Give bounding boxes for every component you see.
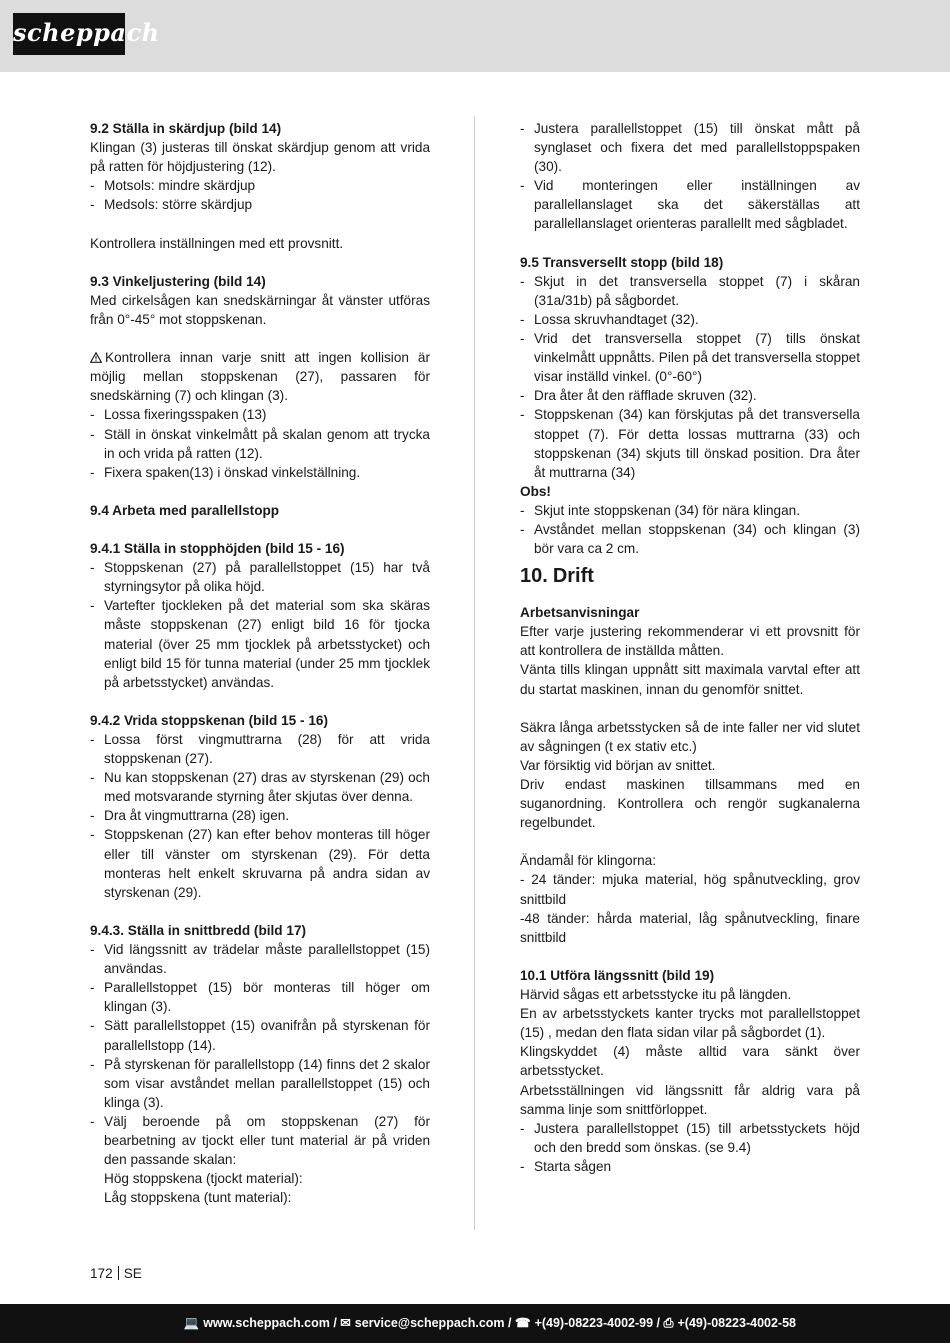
list-item: - Skjut in det transversella stoppet (7) i skåran (31a/31b) på sågbordet. [520, 273, 860, 308]
section-heading: 9.4.3. Ställa in snittbredd (bild 17) [90, 922, 307, 938]
mail-icon: ✉ [340, 1316, 351, 1330]
list-item: - Skjut inte stoppskenan (34) för nära klingan. [520, 502, 800, 518]
list-item: - Dra åt vingmuttrarna (28) igen. [90, 808, 290, 824]
warning-paragraph: Kontrollera innan varje snitt att ingen kollision är möjlig mellan stoppskenan (27), passaren för snedskärning (7) och klingan (3). [90, 350, 430, 404]
list-item: - Ställ in önskat vinkelmått på skalan genom att trycka in och vrida på ratten (12). [90, 426, 430, 461]
list-item: - Motsols: mindre skärdjup [90, 178, 256, 194]
section-heading: 9.2 Ställa in skärdjup (bild 14) [90, 121, 282, 136]
brand-logo: scheppach [13, 13, 125, 55]
list-item: - Välj beroende på om stoppskenan (27) för bearbetning av tjockt eller tunt material är på vriden den passande skalan: [90, 1113, 430, 1168]
list-item: - Fixera spaken(13) i önskad vinkelställning. [90, 464, 361, 480]
footer-phone: +(49)-08223-4002-99 / [534, 1316, 660, 1330]
list-item: - Parallellstoppet (15) bör monteras till höger om klingan (3). [90, 980, 430, 1015]
paragraph: -48 tänder: hårda material, låg spånutveckling, finare snittbild [520, 910, 860, 945]
list-item: - Dra åter åt den räfflade skruven (32). [520, 388, 757, 404]
left-column [90, 119, 430, 1207]
page-number: 172 SE [90, 1266, 142, 1281]
column-divider [474, 116, 475, 1230]
paragraph: Klingan (3) justeras till önskat skärdjup genom att vrida på ratten för höjdjustering (12). [90, 140, 430, 175]
list-item: - Nu kan stoppskenan (27) dras av styrskenan (29) och med motsvarande styrning åter skjutas över denna. [90, 770, 430, 805]
section-heading: 9.3 Vinkeljustering (bild 14) [90, 273, 266, 289]
list-item: - Stoppskenan (27) kan efter behov monteras till höger eller till vänster om styrskenan (29). För detta monteras helt enkelt skruvarna på andra sidan av styrskenan (29). [90, 827, 430, 900]
note-heading: Obs! [520, 483, 551, 499]
page-footer [0, 1304, 950, 1343]
list-item: - Stoppskenan (27) på parallellstoppet (15) har två styrningsytor på olika höjd. [90, 560, 430, 595]
list-item: - Vid längssnitt av trädelar måste parallellstoppet (15) användas. [90, 942, 430, 977]
chapter-heading: 10. Drift [520, 565, 594, 588]
list-item: - Lossa skruvhandtaget (32). [520, 311, 699, 327]
section-heading: 9.4.2 Vrida stoppskenan (bild 15 - 16) [90, 712, 328, 728]
list-item: - Avståndet mellan stoppskenan (34) och klingan (3) bör vara ca 2 cm. [520, 521, 860, 557]
page-header [0, 0, 950, 72]
list-item: - Medsols: större skärdjup [90, 197, 253, 213]
paragraph: Härvid sågas ett arbetsstycke itu på längden. [520, 987, 792, 1003]
list-item: - Vartefter tjockleken på det material som ska skäras måste stoppskenan (27) enligt bild 16 för tjocka material (över 25 mm tjocklek på arbetsstycket) och enligt bild 15 för tunna material (under 25 mm tjocklek på arbetsstycket) användas. [90, 598, 430, 690]
paragraph: Med cirkelsågen kan snedskärningar åt vänster utföras från 0°-45° mot stoppskenan. [90, 292, 430, 327]
sub-item: Hög stoppskena (tjockt material): [104, 1171, 303, 1187]
list-item: - Starta sågen [520, 1158, 612, 1174]
paragraph: Klingskyddet (4) måste alltid vara sänkt över arbetsstycket. [520, 1044, 860, 1079]
warning-icon [90, 352, 101, 362]
paragraph: Var försiktig vid början av snittet. [520, 757, 716, 773]
section-heading: 9.5 Transversellt stopp (bild 18) [520, 254, 724, 270]
footer-website[interactable]: www.scheppach.com / [203, 1316, 337, 1330]
paragraph: Kontrollera inställningen med ett provsnitt. [90, 235, 344, 251]
section-heading: 10.1 Utföra längssnitt (bild 19) [520, 967, 715, 983]
list-item: - Lossa fixeringsspaken (13) [90, 407, 267, 423]
paragraph: En av arbetsstyckets kanter trycks mot parallellstoppet (15) , medan den flata sidan vilar på sågbordet (1). [520, 1006, 860, 1041]
computer-icon: 💻 [183, 1316, 200, 1330]
footer-email[interactable]: service@scheppach.com / [354, 1316, 512, 1330]
section-heading: 9.4 Arbeta med parallellstopp [90, 502, 280, 518]
paragraph: Driv endast maskinen tillsammans med en suganordning. Kontrollera och rengör sugkanalerna regelbundet. [520, 777, 860, 831]
paragraph: Vänta tills klingan uppnått sitt maximala varvtal efter att du startat maskinen, innan du genomför snittet. [520, 662, 860, 697]
list-item: - På styrskenan för parallellstopp (14) finns det 2 skalor som visar avståndet mellan parallellstoppet (15) och klinga (3). [90, 1056, 430, 1110]
paragraph: Efter varje justering rekommenderar vi ett provsnitt för att kontrollera de inställda måtten. [520, 624, 860, 659]
section-heading: 9.4.1 Ställa in stopphöjden (bild 15 - 16) [90, 541, 345, 557]
fax-icon: ⎙ [663, 1316, 674, 1330]
right-column [520, 119, 860, 1176]
sub-item: Låg stoppskena (tunt material): [104, 1190, 292, 1206]
paragraph: Ändamål för klingorna: [520, 853, 657, 869]
list-item: - Stoppskenan (34) kan förskjutas på det transversella stoppet (7). För detta lossas muttrarna (33) och stoppskenan (34) skjuts till önskad position. Dra åter åt muttrarna (34) [520, 407, 860, 480]
footer-fax: +(49)-08223-4002-58 [677, 1316, 796, 1330]
phone-icon: ☎ [514, 1316, 531, 1330]
list-item: - Sätt parallellstoppet (15) ovanifrån på styrskenan för parallellstopp (14). [90, 1018, 430, 1053]
list-item: - Justera parallellstoppet (15) till arbetsstyckets höjd och den bredd som önskas. (se 9.4) [520, 1120, 860, 1155]
list-item: - Lossa först vingmuttrarna (28) för att vrida stoppskenan (27). [90, 732, 430, 767]
paragraph: Säkra långa arbetsstycken så de inte faller ner vid slutet av sågningen (t ex stativ etc.) [520, 719, 860, 754]
paragraph: Arbetsställningen vid längssnitt får aldrig vara på samma linje som snittförloppet. [520, 1082, 860, 1117]
list-item: - Justera parallellstoppet (15) till önskat mått på synglaset och fixera det med parallellstoppspaken (30). [520, 121, 860, 175]
list-item: - Vrid det transversella stoppet (7) tills önskat vinkelmått uppnåtts. Pilen på det transversella stoppet visar inställd vinkel. (0°-60°) [520, 331, 860, 385]
list-item: - Vid monteringen eller inställningen av parallellanslaget ska det säkerställas att parallellanslaget orienteras parallellt med sågbladet. [520, 178, 860, 232]
paragraph: - 24 tänder: mjuka material, hög spånutveckling, grov snittbild [520, 872, 860, 907]
section-heading: Arbetsanvisningar [520, 605, 640, 621]
